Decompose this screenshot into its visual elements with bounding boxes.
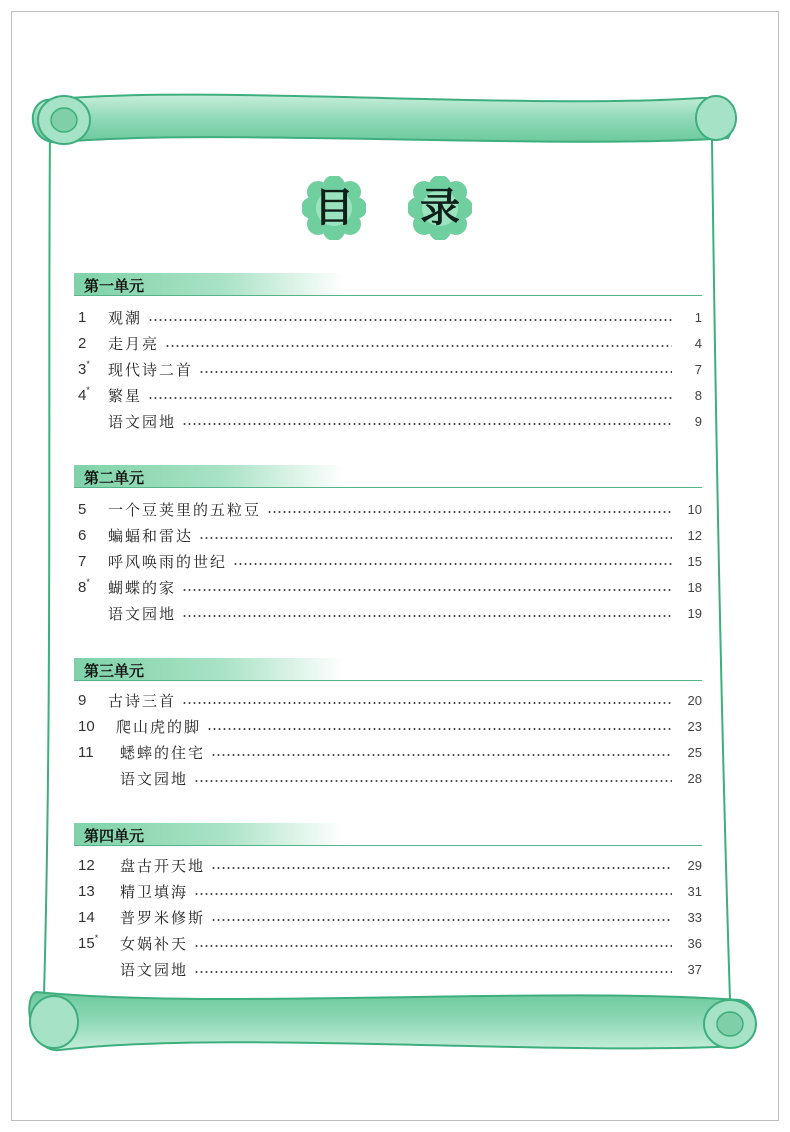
title-char-1: 目 [314, 185, 354, 231]
lesson-number: 13 [78, 882, 95, 900]
dot-leader [199, 371, 672, 373]
toc-entry[interactable] [74, 574, 702, 600]
lesson-title: 现代诗二首 [108, 360, 194, 379]
toc-entry[interactable] [74, 852, 702, 878]
toc-entry[interactable] [74, 600, 702, 626]
page-number: 8 [694, 387, 702, 403]
dot-leader [182, 702, 672, 704]
unit-heading: 第一单元 [74, 273, 344, 295]
page-number: 29 [687, 857, 702, 873]
unit-heading: 第二单元 [74, 465, 344, 487]
toc-entry[interactable] [74, 739, 702, 765]
page-number: 25 [687, 744, 702, 760]
lesson-title: 女娲补天 [120, 934, 189, 953]
lesson-title: 走月亮 [108, 334, 160, 353]
toc-entry[interactable] [74, 496, 702, 522]
lesson-title: 繁星 [108, 386, 143, 405]
dot-leader [211, 919, 672, 921]
dot-leader [211, 867, 672, 869]
toc-entry[interactable] [74, 522, 702, 548]
dot-leader [267, 511, 672, 513]
lesson-title: 蝙蝠和雷达 [108, 526, 194, 545]
lesson-title: 语文园地 [108, 604, 177, 623]
lesson-number: 14 [78, 908, 95, 926]
lesson-title: 盘古开天地 [120, 856, 206, 875]
lesson-title: 普罗米修斯 [120, 908, 206, 927]
dot-leader [194, 780, 672, 782]
page-number: 23 [687, 718, 702, 734]
lesson-title: 语文园地 [108, 412, 177, 431]
toc-entry[interactable] [74, 878, 702, 904]
page-number: 33 [687, 909, 702, 925]
page-number: 15 [687, 553, 702, 569]
toc-entry[interactable] [74, 356, 702, 382]
lesson-title: 精卫填海 [120, 882, 189, 901]
page-number: 10 [687, 501, 702, 517]
title-flower-badge [408, 176, 472, 240]
unit-heading: 第四单元 [74, 823, 344, 845]
lesson-number: 5 [78, 500, 87, 518]
lesson-title: 一个豆荚里的五粒豆 [108, 500, 262, 519]
lesson-number: 15* [78, 932, 99, 952]
dot-leader [182, 615, 672, 617]
lesson-number: 4* [78, 384, 90, 404]
lesson-number: 6 [78, 526, 87, 544]
lesson-number: 7 [78, 552, 87, 570]
unit-heading: 第三单元 [74, 658, 344, 680]
lesson-number: 1 [78, 308, 87, 326]
dot-leader [233, 563, 672, 565]
toc-entry[interactable] [74, 687, 702, 713]
toc-entry[interactable] [74, 956, 702, 982]
lesson-number: 2 [78, 334, 87, 352]
dot-leader [194, 945, 672, 947]
toc-entry[interactable] [74, 548, 702, 574]
toc-entry[interactable] [74, 904, 702, 930]
toc-entry[interactable] [74, 765, 702, 791]
page-number: 18 [687, 579, 702, 595]
lesson-title: 观潮 [108, 308, 143, 327]
dot-leader [211, 754, 672, 756]
toc-entry[interactable] [74, 408, 702, 434]
lesson-title: 呼风唤雨的世纪 [108, 552, 228, 571]
page-number: 31 [687, 883, 702, 899]
toc-entry[interactable] [74, 382, 702, 408]
dot-leader [194, 893, 672, 895]
page-number: 28 [687, 770, 702, 786]
lesson-title: 蝴蝶的家 [108, 578, 177, 597]
page-number: 20 [687, 692, 702, 708]
toc-entry[interactable] [74, 713, 702, 739]
dot-leader [148, 319, 672, 321]
toc-entry[interactable] [74, 930, 702, 956]
lesson-number: 3* [78, 358, 90, 378]
page-number: 37 [687, 961, 702, 977]
toc-title [0, 176, 790, 246]
lesson-title: 爬山虎的脚 [116, 717, 202, 736]
page-number: 7 [694, 361, 702, 377]
page-number: 12 [687, 527, 702, 543]
page-number: 9 [694, 413, 702, 429]
page-number: 1 [694, 309, 702, 325]
lesson-number: 12 [78, 856, 95, 874]
unit-divider [74, 295, 702, 296]
toc-entry[interactable] [74, 330, 702, 356]
dot-leader [194, 971, 672, 973]
lesson-number: 11 [78, 743, 94, 761]
dot-leader [182, 423, 672, 425]
dot-leader [199, 537, 672, 539]
title-char-2: 录 [420, 185, 460, 231]
dot-leader [148, 397, 672, 399]
lesson-title: 语文园地 [120, 960, 189, 979]
unit-divider [74, 845, 702, 846]
lesson-title: 古诗三首 [108, 691, 177, 710]
page-number: 36 [687, 935, 702, 951]
page-number: 4 [694, 335, 702, 351]
dot-leader [165, 345, 672, 347]
lesson-title: 语文园地 [120, 769, 189, 788]
dot-leader [207, 728, 672, 730]
unit-divider [74, 487, 702, 488]
unit-divider [74, 680, 702, 681]
lesson-title: 蟋蟀的住宅 [120, 743, 206, 762]
lesson-number: 9 [78, 691, 87, 709]
title-flower-badge [302, 176, 366, 240]
dot-leader [182, 589, 672, 591]
page-number: 19 [687, 605, 702, 621]
lesson-number: 10 [78, 717, 95, 735]
toc-entry[interactable] [74, 304, 702, 330]
lesson-number: 8* [78, 576, 90, 596]
